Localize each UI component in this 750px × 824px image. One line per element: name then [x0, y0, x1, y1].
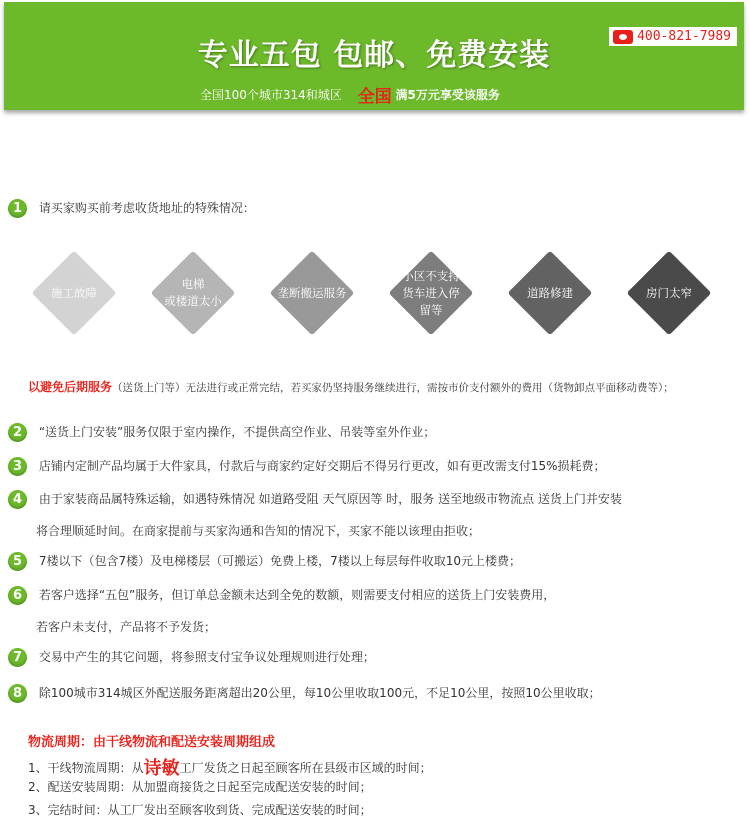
condition-diamond [151, 251, 235, 335]
policy-text: 除100城市314城区外配送服务距离超出20公里，每10公里收取100元，不足10公里，按照10公里收取； [38, 686, 601, 700]
policy-item [8, 586, 555, 605]
policy-item [8, 684, 601, 703]
condition-diamond [508, 251, 592, 335]
condition-diamond [627, 251, 711, 335]
step-number: 1 [8, 199, 27, 218]
step-number: 2 [8, 423, 27, 442]
policy-text: 店铺内定制产品均属于大件家具，付款后与商家约定好交期后不得另行更改，如有更改需支付15%损耗费； [38, 459, 606, 473]
telephone-icon [613, 30, 633, 44]
policy-text: 若客户选择“五包”服务，但订单总金额未达到全免的数额，则需要支付相应的送货上门安装费用， [38, 588, 556, 602]
policy-text: 由于家装商品属特殊运输，如遇特殊情况 如道路受阻 天气原因等 时，服务 送至地级市物流点 送货上门并安装 [38, 492, 622, 506]
step-number: 6 [8, 586, 27, 605]
period-line-1: 1、干线物流周期：从诗敏工厂发货之日起至顾客所在县级市区域的时间； [28, 758, 432, 779]
policy-item [8, 423, 435, 442]
diamond-label: 小区不支持 货车进入停 留等 [402, 268, 460, 317]
policy-item [8, 457, 606, 476]
intro-text: 请买家购买前考虑收货地址的特殊情况： [38, 201, 255, 215]
policy-text: “送货上门安装”服务仅限于室内操作，不提供高空作业、吊装等室外作业； [38, 425, 436, 439]
step-number: 5 [8, 552, 27, 571]
policy-item [8, 490, 622, 509]
policy-text-continued: 若客户未支付，产品将不予发货； [36, 620, 217, 634]
condition-diamond [32, 251, 116, 335]
policy-item [8, 552, 521, 571]
step-number: 7 [8, 648, 27, 667]
intro-row [8, 199, 255, 218]
period-line-2: 2、配送安装周期：从加盟商接货之日起至完成配送安装的时间； [28, 780, 372, 794]
condition-diamond [270, 251, 354, 335]
phone-number: 400-821-7989 [637, 29, 731, 44]
policy-text: 7楼以下（包含7楼）及电梯楼层（可搬运）免费上楼，7楼以上每层每件收取10元上楼费； [38, 554, 522, 568]
period-title: 物流周期：由干线物流和配送安装周期组成 [28, 735, 276, 750]
banner-title: 专业五包 包邮、免费安装 [197, 38, 551, 73]
banner-subtitle-text: 全国100个城市314和城区 [200, 88, 342, 102]
diamond-label: 电梯 或楼道太小 [164, 277, 222, 308]
policy-text-continued: 将合理顺延时间。在商家提前与买家沟通和告知的情况下，买家不能以该理由拒收； [36, 524, 481, 538]
step-number: 8 [8, 684, 27, 703]
diamond-label: 垄断搬运服务 [277, 285, 347, 300]
phone-badge[interactable] [609, 27, 737, 46]
period-line-3: 3、完结时间：从工厂发出至顾客收到货、完成配送安装的时间； [28, 803, 372, 817]
diamond-label: 房门太窄 [646, 285, 692, 300]
policy-item [8, 648, 375, 667]
avoid-lead: 以避免后期服务 [28, 380, 113, 394]
avoid-text: （送货上门等）无法进行或正常完结，若买家仍坚持服务继续进行，需按市价支付额外的费用（货物卸点平面移动费等）； [112, 382, 674, 394]
policy-text: 交易中产生的其它问题，将参照支付宝争议处理规则进行处理； [38, 650, 375, 664]
banner-highlight-suffix: 满5万元享受该服务 [395, 88, 500, 102]
diamond-label: 道路修建 [527, 285, 573, 300]
banner-subtitle [200, 82, 500, 107]
diamond-label: 施工故障 [51, 285, 97, 300]
service-banner [4, 2, 744, 110]
banner-highlight: 全国 [357, 87, 392, 107]
condition-diamond [389, 251, 473, 335]
step-number: 4 [8, 490, 27, 509]
brand-name: 诗敏 [143, 758, 180, 779]
avoid-note [28, 378, 674, 395]
step-number: 3 [8, 457, 27, 476]
